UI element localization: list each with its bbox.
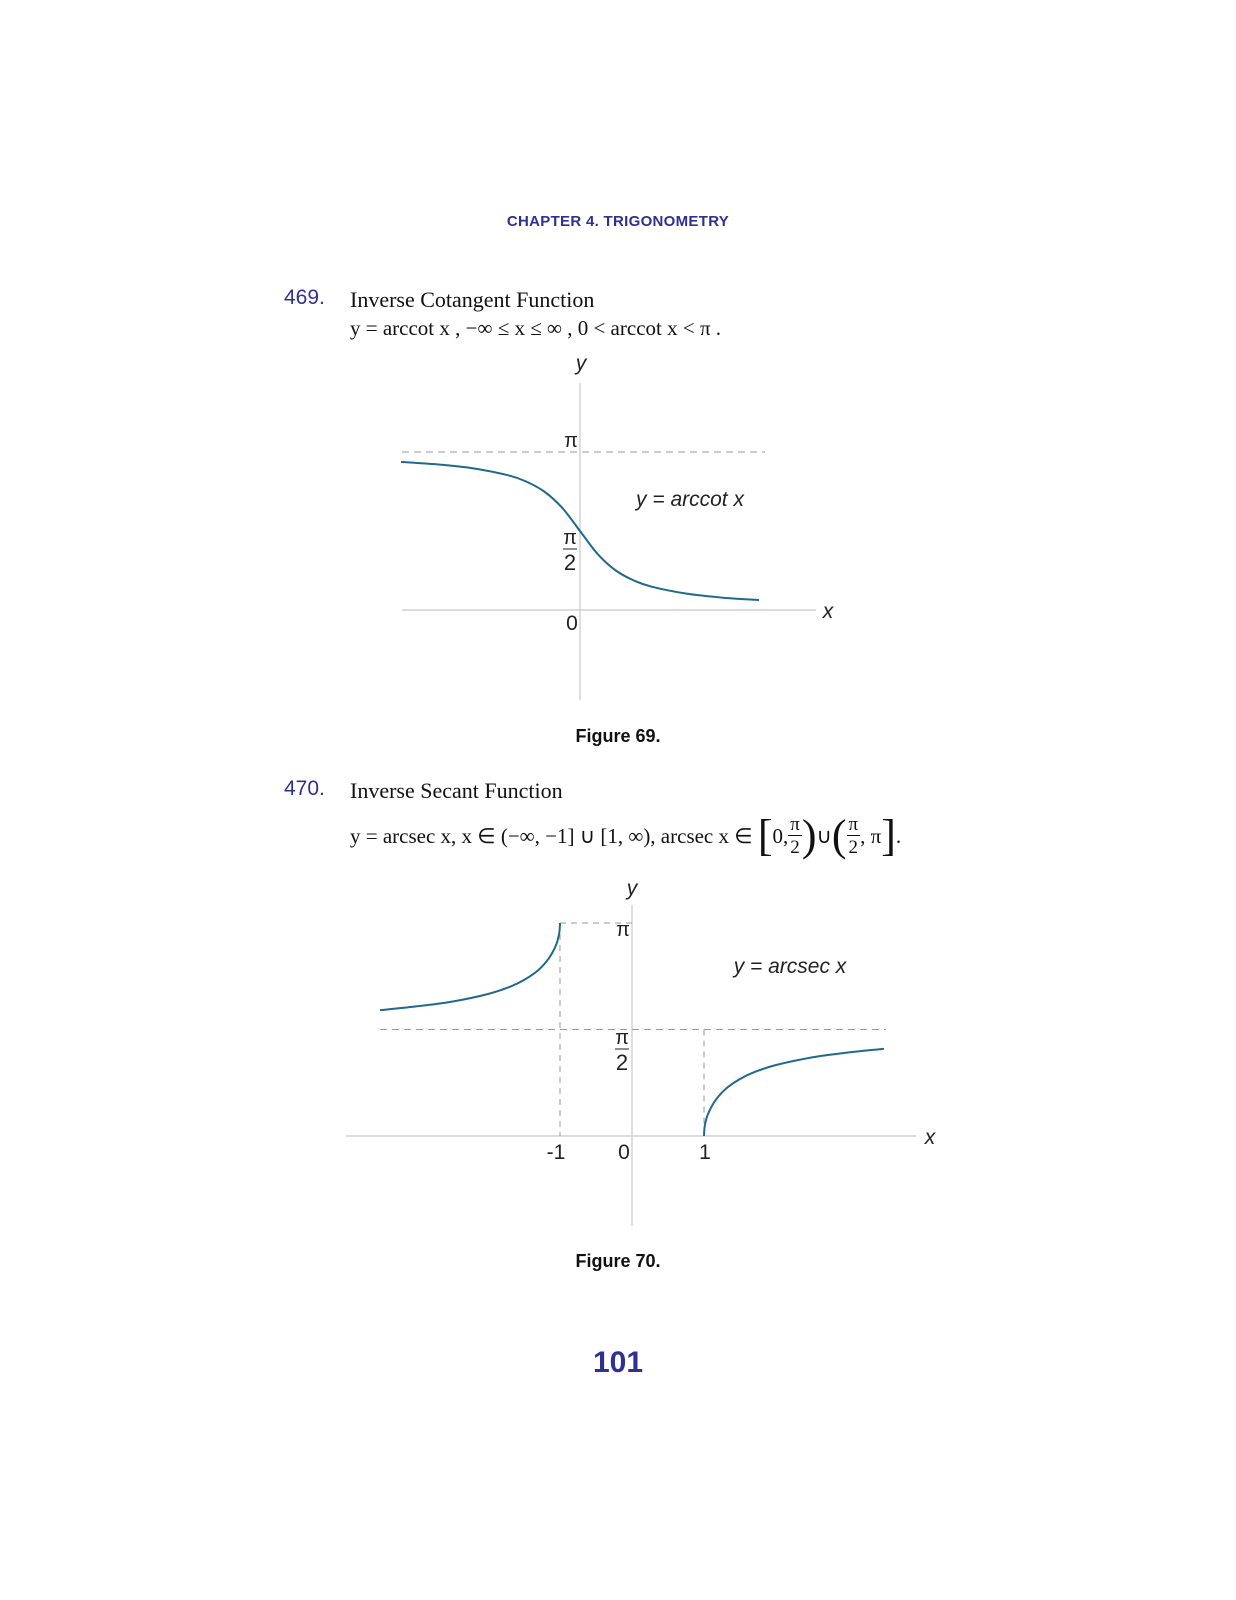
x-axis-label: x xyxy=(822,600,834,623)
formula-cup: ∪ xyxy=(816,823,832,848)
formula-bracket-open: [ xyxy=(757,811,773,861)
tick-label: π xyxy=(616,919,630,941)
tick-label: π xyxy=(564,430,578,452)
section-title: Inverse Cotangent Function xyxy=(350,287,595,312)
tick-label-numerator: π xyxy=(563,527,577,549)
curve-label: y = arccot x xyxy=(636,488,744,511)
y-axis-label: y xyxy=(626,877,638,900)
formula-paren-open: ( xyxy=(831,811,847,861)
tick-label: -1 xyxy=(546,1141,566,1164)
y-axis-label: y xyxy=(575,352,587,375)
section-number: 469. xyxy=(284,286,325,309)
frac-den: 2 xyxy=(790,837,800,858)
tick-label: 0 xyxy=(566,612,578,635)
section-number: 470. xyxy=(284,777,325,800)
arcsec-right-branch xyxy=(704,1049,884,1136)
frac-den: 2 xyxy=(848,837,859,858)
tick-label: 1 xyxy=(699,1141,711,1164)
figure-caption: Figure 70. xyxy=(575,1251,661,1271)
formula-zero: 0, xyxy=(772,823,789,848)
section-formula: y = arccot x , −∞ ≤ x ≤ ∞ , 0 < arccot x < π . xyxy=(350,316,722,340)
frac-num: π xyxy=(848,814,859,835)
formula-paren-close: ) xyxy=(801,811,817,861)
formula-end: . xyxy=(895,823,902,848)
figure-caption: Figure 69. xyxy=(575,726,661,746)
frac-num: π xyxy=(790,814,800,835)
formula-bracket-close: ] xyxy=(881,811,896,861)
section-title: Inverse Secant Function xyxy=(350,778,563,803)
chapter-header: CHAPTER 4. TRIGONOMETRY xyxy=(506,213,730,230)
page-number: 101 xyxy=(592,1346,644,1379)
tick-label: 0 xyxy=(618,1141,630,1164)
curve-label: y = arcsec x xyxy=(733,955,847,978)
tick-label-denominator: 2 xyxy=(563,550,577,575)
arcsec-left-branch xyxy=(380,923,560,1010)
formula-lhs: y = arcsec x, x ∈ (−∞, −1] ∪ [1, ∞), arcsec x ∈ xyxy=(350,823,753,848)
tick-label-denominator: 2 xyxy=(615,1050,629,1075)
formula-pi: , π xyxy=(860,823,882,848)
x-axis-label: x xyxy=(924,1126,936,1149)
tick-label-numerator: π xyxy=(615,1027,629,1049)
